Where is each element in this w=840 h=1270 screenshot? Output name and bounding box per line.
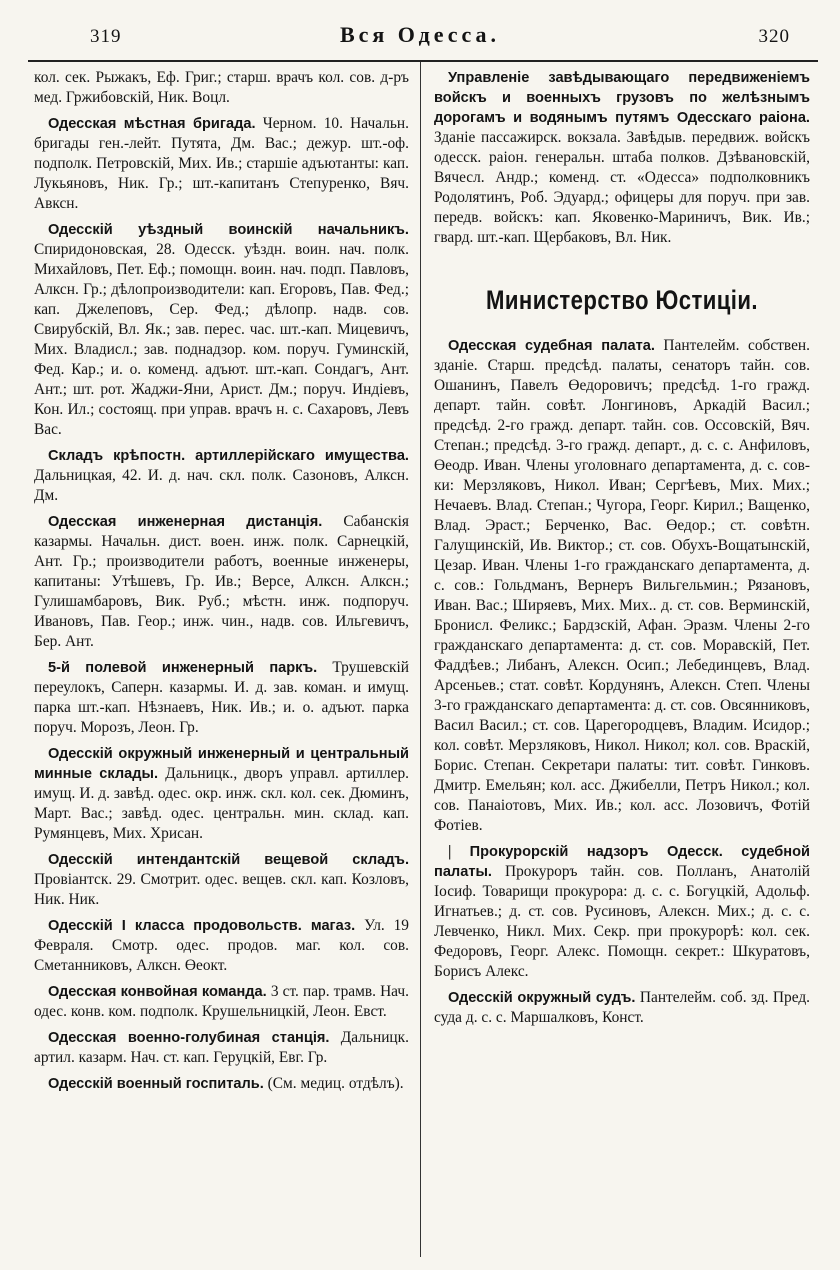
entry-body: Черном. 10. Начальн. бригады ген.-лейт. Путята, Дм. Вас.; дежур. шт.-оф. подполк. Петровскій, Мих. Ив.; старшіе адъютанты: кап. Лукьяновъ, Ник. Гр.; шт.-капитанъ Степуренко, Вяч. Авксн.	[34, 115, 409, 212]
entry-body: Ул. 19 Февраля. Смотр. одес. продов. маг. кол. сов. Сметанниковъ, Алксн. Өеокт.	[34, 917, 409, 974]
header-rule	[28, 60, 818, 62]
entry-body: (См. медиц. отдѣлъ).	[263, 1075, 404, 1092]
directory-entry	[34, 916, 409, 976]
page-number-right: 320	[758, 26, 790, 47]
page-header	[0, 18, 840, 62]
entry-body: Трушевскій переулокъ, Саперн. казармы. И. д. зав. коман. и имущ. парка шт.-кап. Нѣзнаевъ, Ник. Ив.; и. о. адъют. парка поруч. Морозъ, Леон. Гр.	[34, 659, 409, 736]
directory-entry	[34, 850, 409, 910]
entry-body: 3 ст. пар. трамв. Нач. одес. конв. ком. подполк. Крушельницкій, Леон. Евст.	[34, 983, 409, 1020]
entry-title: Одесскій уѣздный воинскій начальникъ.	[48, 222, 409, 238]
directory-entry	[34, 982, 409, 1022]
entry-title: 5-й полевой инженерный паркъ.	[48, 660, 318, 676]
running-title: Вся Одесса.	[339, 22, 501, 47]
directory-entry	[34, 1074, 409, 1094]
directory-entry	[34, 68, 409, 108]
directory-entry	[434, 68, 810, 248]
entry-body: Пантелейм. собствен. зданіе. Старш. предсѣд. палаты, сенаторъ тайн. сов. Ошанинъ, Павелъ Өедоровичъ; предсѣд. 1-го гражд. департ. тайн. совѣт. Лонгиновъ, Аркадій Васил.; предсѣд. 2-го гражд. департ. тайн. сов. Оссовскій, Вяч. Степан.; предсѣд. 3-го гражд. департ., д. с. с. Анфиловъ, Өеодр. Иван. Члены уголовнаго департамента, д. с. сов-ки: Мерзляковъ, Никол. Иван; Сергѣевъ, Мих. Мих.; Нечаевъ. Влад. Степан.; Чугора, Георг. Кирил.; Ващенко, Влад. Эраст.; Берченко, Вас. Өедор.; ст. совѣтн. Галущинскій, Ив. Виктор.; ст. сов. Обухъ-Вощатынскій, Цезар. Иван. Члены 1-го гражданскаго департамента, д. с. сов.: Гольдманъ, Вернеръ Вильгельмин.; Рязановъ, Иван. Вас.; Ширяевъ, Мих. Мих.. д. ст. сов. Верминскій, Бронисл. Феликс.; Бардзскій, Афан. Эразм. Члены 2-го гражданскаго департамента: д. ст. сов. Моравскій, Пет. Фаддѣев.; Либанъ, Алексн. Осип.; Лебединцевъ, Влад. Арсеньев.; стат. совѣт. Кордунянъ, Алексн. Степ. Члены 3-го гражданскаго департамента: д. ст. сов. Овсянниковъ, Васил Васил.; ст. сов. Царегородцевъ, Владим. Исидор.; кол. совѣт. Мерзляковъ, Никол. Никол; кол. сов. Враскій, Борис. Степан. Секретари палаты: тит. совѣт. Гинковъ. Дмитр. Емельян; кол. асс. Джибелли, Петръ Никол.; кол. сов. Панаіотовъ, Мих. Ив.; кол. асс. Лозовичъ, Фотій Фотіев.	[434, 337, 811, 834]
entry-title: Одесская судебная палата.	[448, 338, 655, 354]
entry-title: Одесская мѣстная бригада.	[48, 116, 256, 132]
entry-title: Складъ крѣпостн. артиллерійскаго имущества.	[48, 448, 409, 464]
entry-title: Одесская конвойная команда.	[48, 984, 267, 1000]
entry-body: Провіантск. 29. Смотрит. одес. вещев. скл. кап. Козловъ, Ник. Ник.	[34, 871, 409, 908]
entry-body: Сабанскія казармы. Начальн. дист. воен. инж. полк. Сарнецкій, Ант. Гр.; производители работъ, военные инженеры, капитаны: Утѣшевъ, Гр. Ив.; Версе, Алксн. Алксн.; Гулишамбаровъ, Вик. Руб.; мѣстн. инж. подпоруч. Ивановъ, Пав. Геор.; инж. чин., надв. сов. Ильгевичъ, Бер. Ант.	[34, 513, 409, 650]
right-column	[434, 68, 810, 1034]
directory-entry	[34, 1028, 409, 1068]
entry-title: Одесскій военный госпиталь.	[48, 1076, 264, 1092]
margin-mark: |	[448, 843, 470, 860]
entry-title: Одесскій I класса продовольств. магаз.	[48, 918, 356, 934]
directory-entry	[434, 336, 810, 836]
column-divider	[420, 62, 421, 1257]
entry-body: Пантелейм. соб. зд. Пред. суда д. с. с. Маршалковъ, Конст.	[434, 989, 810, 1026]
directory-entry	[34, 744, 409, 844]
right-column-bottom	[434, 336, 810, 1028]
directory-entry	[34, 220, 409, 440]
right-column-top	[434, 68, 810, 248]
entry-body: Дальницк., дворъ управл. артиллер. имущ. И. д. завѣд. одес. окр. инж. скл. кол. сек. Дюминъ, Март. Вас.; завѣд. одес. центральн. мин. склад. кап. Румянцевъ, Мих. Хрисан.	[34, 765, 409, 842]
entry-body: Дальницк. артил. казарм. Нач. ст. кап. Геруцкій, Евг. Гр.	[34, 1029, 409, 1066]
entry-title: Одесскій интендантскій вещевой складъ.	[48, 852, 409, 868]
directory-entry	[434, 988, 810, 1028]
directory-entry	[34, 512, 409, 652]
entry-title: Одесская инженерная дистанція.	[48, 514, 323, 530]
directory-entry	[34, 658, 409, 738]
entry-body: Дальницкая, 42. И. д. нач. скл. полк. Сазоновъ, Алксн. Дм.	[34, 467, 409, 504]
entry-body: Прокуроръ тайн. сов. Полланъ, Анатолій Іосиф. Товарищи прокурора: д. с. с. Богуцкій, Адольф. Игнатьев.; д. ст. сов. Русиновъ, Алексн. Мих.; д. с. с. Левченко, Никл. Мих. Секр. при прокурорѣ: кол. сек. Федоровъ, Георг. Алекс. Помощн. секрет.: Шкуратовъ, Борисъ Алекс.	[434, 863, 810, 980]
entry-title: Одесская военно-голубиная станція.	[48, 1030, 330, 1046]
entry-title: Прокурорскій надзоръ Одесск. судебной палаты.	[434, 844, 810, 880]
entry-title: Одесскій окружный судъ.	[448, 990, 636, 1006]
directory-entry	[34, 446, 409, 506]
directory-entry	[34, 114, 409, 214]
entry-title: Управленіе завѣдывающаго передвиженіемъ войскъ и военныхъ грузовъ по желѣзнымъ дорогамъ и водянымъ путямъ Одесскаго раіона.	[434, 70, 810, 126]
entry-title: Одесскій окружный инженерный и центральный минные склады.	[34, 746, 409, 782]
entry-body: кол. сек. Рыжакъ, Еф. Григ.; старш. врачъ кол. сов. д-ръ мед. Гржибовскій, Ник. Воцл.	[34, 69, 409, 106]
page-number-left: 319	[90, 26, 122, 47]
entry-body: Спиридоновская, 28. Одесск. уѣздн. воин. нач. полк. Михайловъ, Пет. Еф.; помощн. воин. нач. подп. Павловъ, Алксн. Гр.; дѣлопроизводители: кап. Егоровъ, Пав. Фед.; кап. Джелеповъ, Сер. Фед.; дѣлопр. надв. сов. Свирубскій, Вл. Як.; зав. перес. час. шт.-кап. Мицевичъ, Мих. Владисл.; зав. поднадзор. ком. поруч. Гуминскій, Фед. Кар.; и. о. коменд. адъют. шт.-кап. Сондагъ, Ант. Ант.; шт. рот. Жаджи-Яни, Арист. Дм.; поруч. Индіевъ, Кон. Ил.; состоящ. при управ. врачъ н. с. Сахаровъ, Левъ Вас.	[34, 241, 409, 438]
directory-entry	[434, 842, 810, 982]
section-heading: Министерство Юстиціи.	[486, 285, 758, 315]
left-column	[34, 68, 409, 1100]
entry-body: Зданіе пассажирск. вокзала. Завѣдыв. передвиж. войскъ одесск. раіон. генеральн. штаба полков. Дзѣвановскій, Вячесл. Андр.; коменд. ст. «Одесса» подполковникъ Родолятинъ, Роб. Эдуард.; офицеры для поруч. при зав. передв. войскъ: кап. Яковенко-Мариничъ, Вик. Ив.; гвард. шт.-кап. Щербаковъ, Вл. Ник.	[434, 129, 810, 246]
